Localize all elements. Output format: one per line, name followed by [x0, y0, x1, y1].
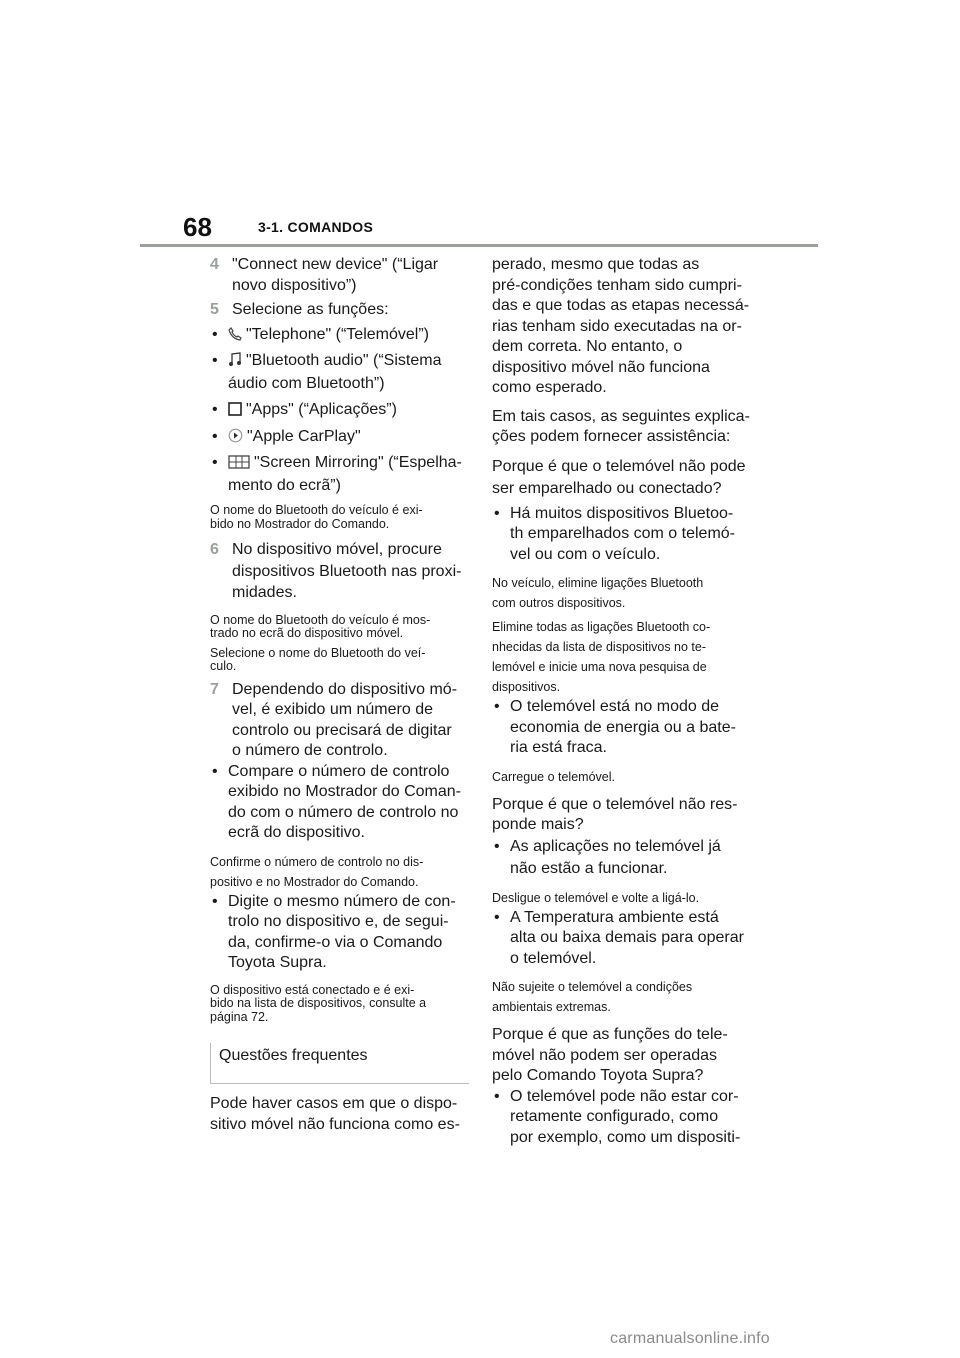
bullet: •: [212, 427, 218, 445]
step-7: [210, 680, 472, 762]
bullet-line: do com o número de controlo no: [228, 803, 459, 821]
bullet-line: Digite o mesmo número de con-: [228, 892, 456, 910]
question-line: ponde mais?: [492, 816, 584, 833]
bullet: •: [212, 401, 218, 418]
faq-intro-line: sitivo móvel não funciona como es-: [210, 1115, 460, 1133]
note-line: com outros dispositivos.: [492, 596, 626, 610]
text-line: das e que todas as etapas necessá-: [492, 297, 750, 314]
screen-mirroring-icon: [228, 455, 250, 476]
left-column: [210, 255, 472, 1135]
text-line: ções podem fornecer assistência:: [492, 428, 731, 445]
question-line: ser emparelhado ou conectado?: [492, 479, 722, 497]
question-line: Porque é que o telemóvel não res-: [492, 795, 738, 813]
step-6: [210, 539, 472, 604]
step-5-line: Selecione as funções:: [232, 301, 389, 318]
step-5: [210, 300, 472, 321]
step-7-line: controlo ou precisará de digitar: [232, 721, 452, 739]
note-line: Não sujeite o telemóvel a condições: [492, 980, 693, 994]
q1-bullet-1: [492, 504, 750, 566]
q2-note-2: [492, 977, 750, 1017]
function-label-cont: mento do ecrã”): [228, 476, 341, 494]
text-line: perado, mesmo que todas as: [492, 256, 700, 273]
step-number: 4: [210, 256, 219, 273]
note-line: bido na lista de dispositivos, consulte a: [210, 996, 427, 1010]
bullet: •: [212, 892, 218, 910]
text-line: Em tais casos, as seguintes explica-: [492, 407, 750, 425]
text-line: pré-condições tenham sido cumpri-: [492, 276, 742, 294]
q1-note-2: [492, 617, 750, 697]
q1-note-1: [492, 573, 750, 613]
note-confirm-number: [210, 852, 472, 892]
bullet: •: [212, 762, 218, 780]
function-telephone: [210, 325, 472, 348]
right-column: [492, 255, 750, 1148]
function-label: "Telephone" (“Telemóvel”): [246, 325, 429, 343]
note-line: O nome do Bluetooth do veículo é mos-: [210, 612, 431, 627]
q2-bullet-1: [492, 836, 750, 880]
note-line: Selecione o nome do Bluetooth do veí-: [210, 645, 426, 660]
note-line: Desligue o telemóvel e volte a ligá-lo.: [492, 890, 700, 905]
bullet: •: [212, 325, 218, 343]
bullet-line: alta ou baixa demais para operar: [510, 929, 744, 946]
step-6-line: midades.: [232, 584, 297, 601]
text-line: dem correta. No entanto, o: [492, 338, 683, 355]
function-label: "Screen Mirroring" (“Espelha-: [254, 454, 462, 471]
faq-heading-box: [210, 1043, 469, 1084]
question-line: Porque é que as funções do tele-: [492, 1026, 728, 1043]
bullet-line: economia de energia ou a bate-: [510, 718, 736, 736]
bullet-line: A Temperatura ambiente está: [510, 908, 719, 926]
note-line: página 72.: [210, 1009, 269, 1024]
q1-bullet-2: [492, 697, 750, 759]
q1-note-3: [492, 767, 750, 787]
note-line: dispositivos.: [492, 680, 561, 694]
bullet: •: [494, 837, 500, 855]
note-line: lemóvel e inicie uma nova pesquisa de: [492, 660, 707, 674]
bullet-line: th emparelhados com o telemó-: [510, 525, 735, 542]
bullet: •: [494, 1087, 500, 1105]
intro-continued: [492, 255, 750, 399]
step-7-line: o número de controlo.: [232, 742, 388, 759]
bullet-line: ecrã do dispositivo.: [228, 824, 365, 841]
bullet-line: o telemóvel.: [510, 949, 597, 967]
step-number: 6: [210, 541, 219, 558]
q2-note-1: [492, 888, 750, 908]
bullet: •: [212, 352, 218, 369]
note-line: O nome do Bluetooth do veículo é exi-: [210, 503, 423, 517]
note-line: No veículo, elimine ligações Bluetooth: [492, 576, 704, 590]
note-line: Elimine todas as ligações Bluetooth co-: [492, 620, 711, 634]
note-line: O dispositivo está conectado e é exi-: [210, 982, 415, 997]
question-line: móvel não podem ser operadas: [492, 1046, 718, 1064]
text-line: rias tenham sido executadas na or-: [492, 317, 742, 335]
step-7-line: Dependendo do dispositivo mó-: [232, 680, 458, 698]
bullet-line: retamente configurado, como: [510, 1108, 719, 1125]
function-screen-mirroring: [210, 453, 472, 496]
page-number: 68: [183, 212, 212, 242]
note-line: Carregue o telemóvel.: [492, 769, 615, 784]
function-label: "Apple CarPlay": [247, 427, 361, 445]
bullet-line: por exemplo, como um dispositi-: [510, 1128, 741, 1146]
bullet-line: ria está fraca.: [510, 739, 607, 756]
apps-icon: [228, 402, 242, 423]
faq-heading: Questões frequentes: [219, 1047, 368, 1064]
function-label-cont: áudio com Bluetooth”): [228, 374, 385, 392]
question-1: [492, 456, 750, 500]
note-line: ambientais extremas.: [492, 1000, 611, 1014]
bullet-line: Compare o número de controlo: [228, 762, 450, 780]
music-note-icon: [228, 352, 242, 374]
question-line: pelo Comando Toyota Supra?: [492, 1067, 704, 1084]
note-line: Confirme o número de controlo no dis-: [210, 854, 424, 869]
question-line: Porque é que o telemóvel não pode: [492, 457, 746, 475]
function-carplay: [210, 427, 472, 450]
text-line: dispositivo móvel não funciona: [492, 358, 710, 376]
watermark: carmanualsonline.info: [610, 1330, 770, 1347]
note-bluetooth-shown: [210, 614, 472, 641]
bullet-line: exibido no Mostrador do Coman-: [228, 783, 462, 800]
bullet-line: Há muitos dispositivos Bluetoo-: [510, 504, 734, 522]
note-bluetooth-name: [210, 504, 472, 531]
function-apps: [210, 400, 472, 423]
function-bluetooth-audio: [210, 351, 472, 394]
bullet-digite: [210, 892, 472, 974]
bullet: •: [494, 504, 500, 522]
text-line: como esperado.: [492, 379, 607, 396]
function-label: "Bluetooth audio" (“Sistema: [246, 352, 442, 369]
telephone-icon: [228, 327, 242, 348]
bullet: •: [212, 454, 218, 471]
bullet-line: da, confirme-o via o Comando: [228, 933, 443, 951]
q3-bullet-1: [492, 1087, 750, 1149]
step-6-line: dispositivos Bluetooth nas proxi-: [232, 562, 462, 580]
step-4-line: "Connect new device" (“Ligar: [232, 256, 439, 273]
bullet: •: [494, 698, 500, 715]
function-label: "Apps" (“Aplicações”): [246, 401, 397, 418]
carplay-icon: [228, 428, 243, 450]
note-connected: [210, 984, 472, 1025]
intro-2: [492, 407, 750, 448]
bullet-line: O telemóvel está no modo de: [510, 698, 720, 715]
step-6-line: No dispositivo móvel, procure: [232, 541, 442, 558]
faq-intro: [210, 1094, 472, 1135]
note-line: nhecidas da lista de dispositivos no te-: [492, 640, 707, 654]
section-title: 3-1. COMANDOS: [258, 219, 374, 235]
faq-intro-line: Pode haver casos em que o dispo-: [210, 1095, 458, 1112]
step-number: 5: [210, 301, 219, 318]
bullet: •: [494, 908, 500, 926]
note-line: culo.: [210, 659, 237, 673]
note-line: positivo e no Mostrador do Comando.: [210, 874, 419, 889]
question-3: [492, 1025, 750, 1087]
step-4: [210, 255, 472, 296]
q2-bullet-2: [492, 908, 750, 970]
bullet-compare: [210, 762, 472, 844]
bullet-line: vel ou com o veículo.: [510, 545, 661, 563]
bullet-line: As aplicações no telemóvel já: [510, 837, 721, 855]
step-number: 7: [210, 680, 219, 698]
bullet-line: Toyota Supra.: [228, 954, 327, 971]
bullet-line: não estão a funcionar.: [510, 859, 668, 877]
note-line: trado no ecrã do dispositivo móvel.: [210, 626, 404, 640]
note-line: bido no Mostrador do Comando.: [210, 516, 390, 531]
step-7-line: vel, é exibido um número de: [232, 701, 433, 718]
bullet-line: trolo no dispositivo e, de segui-: [228, 913, 449, 930]
header-rule: [140, 244, 818, 247]
question-2: [492, 795, 750, 836]
note-select-name: [210, 647, 472, 674]
bullet-line: O telemóvel pode não estar cor-: [510, 1087, 739, 1105]
step-4-line: novo dispositivo”): [232, 276, 357, 294]
